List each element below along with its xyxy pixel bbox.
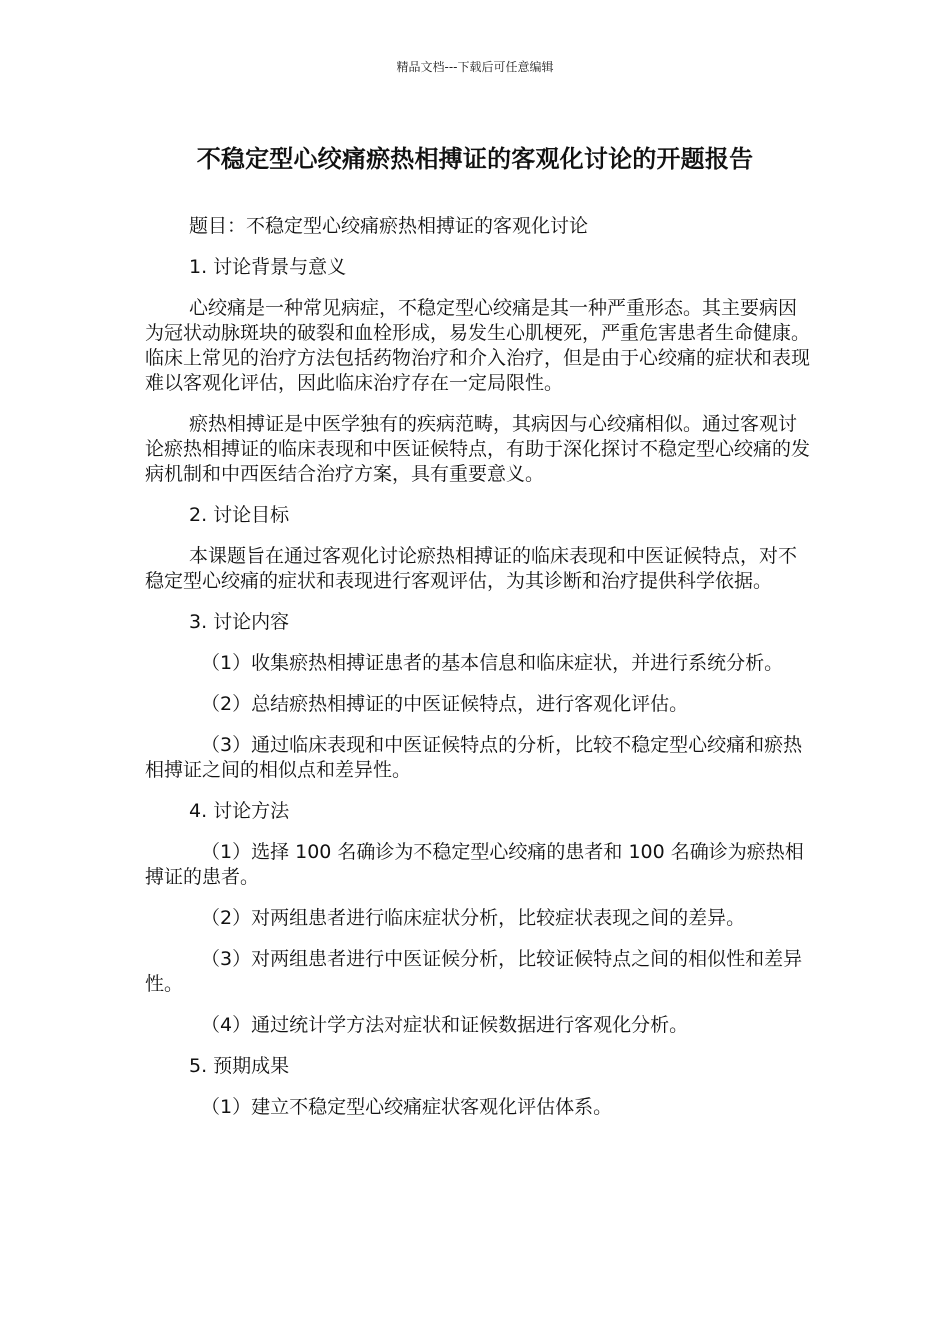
section-5-item-1: （1）建立不稳定型心绞痛症状客观化评估体系。 bbox=[201, 1096, 613, 1118]
section-4-heading: 4. 讨论方法 bbox=[189, 800, 290, 822]
section-4-item-3: （3）对两组患者进行中医证候分析，比较证候特点之间的相似性和差异性。 bbox=[145, 948, 803, 995]
section-3-item-1: （1）收集瘀热相搏证患者的基本信息和临床症状，并进行系统分析。 bbox=[201, 652, 784, 674]
section-3-item-2: （2）总结瘀热相搏证的中医证候特点，进行客观化评估。 bbox=[201, 693, 689, 715]
section-3-heading: 3. 讨论内容 bbox=[189, 611, 290, 633]
section-5-heading: 5. 预期成果 bbox=[189, 1055, 290, 1077]
section-4-item-1: （1）选择 100 名确诊为不稳定型心绞痛的患者和 100 名确诊为瘀热相搏证的患者。 bbox=[145, 841, 804, 888]
section-3-item-3: （3）通过临床表现和中医证候特点的分析，比较不稳定型心绞痛和瘀热相搏证之间的相似点和差异性。 bbox=[145, 734, 803, 781]
header-note: 精品文档---下载后可任意编辑 bbox=[396, 60, 554, 74]
section-2-heading: 2. 讨论目标 bbox=[189, 504, 290, 526]
section-4-item-4: （4）通过统计学方法对症状和证候数据进行客观化分析。 bbox=[201, 1014, 689, 1036]
section-1-paragraph-1: 心绞痛是一种常见病症，不稳定型心绞痛是其一种严重形态。其主要病因为冠状动脉斑块的破裂和血栓形成，易发生心肌梗死，严重危害患者生命健康。临床上常见的治疗方法包括药物治疗和介入治疗，但是由于心绞痛的症状和表现难以客观化评估，因此临床治疗存在一定局限性。 bbox=[145, 297, 811, 394]
section-1-paragraph-2: 瘀热相搏证是中医学独有的疾病范畴，其病因与心绞痛相似。通过客观讨论瘀热相搏证的临床表现和中医证候特点，有助于深化探讨不稳定型心绞痛的发病机制和中西医结合治疗方案，具有重要意义。 bbox=[145, 413, 811, 485]
document-body bbox=[145, 214, 815, 1136]
section-2-paragraph-1: 本课题旨在通过客观化讨论瘀热相搏证的临床表现和中医证候特点，对不稳定型心绞痛的症状和表现进行客观评估，为其诊断和治疗提供科学依据。 bbox=[145, 545, 798, 592]
topic-line: 题目：不稳定型心绞痛瘀热相搏证的客观化讨论 bbox=[189, 215, 589, 237]
document-title: 不稳定型心绞痛瘀热相搏证的客观化讨论的开题报告 bbox=[196, 145, 754, 173]
section-4-item-2: （2）对两组患者进行临床症状分析，比较症状表现之间的差异。 bbox=[201, 907, 746, 929]
section-1-heading: 1. 讨论背景与意义 bbox=[189, 256, 347, 278]
